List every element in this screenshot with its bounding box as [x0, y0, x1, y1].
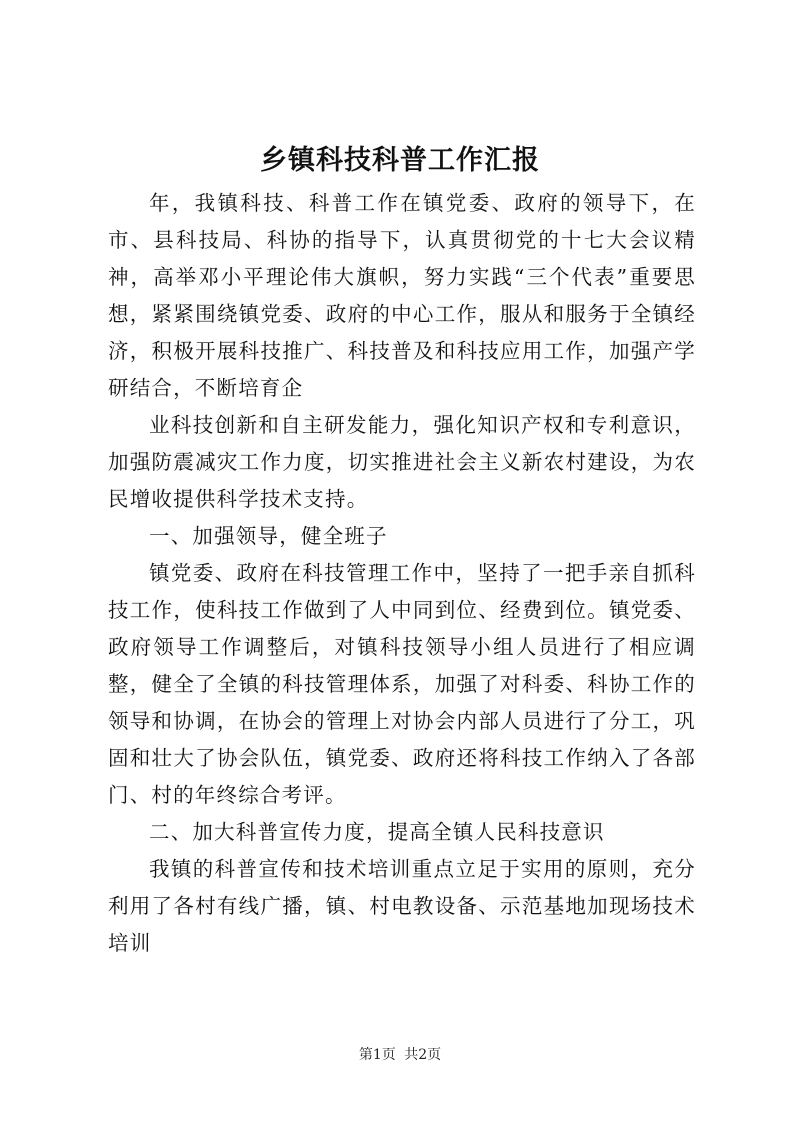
- paragraph-section-1: 镇党委、政府在科技管理工作中，坚持了一把手亲自抓科技工作，使科技工作做到了人中同到位、经费到位。镇党委、政府领导工作调整后，对镇科技领导小组人员进行了相应调整，健全了全镇的科技管理体系，加强了对科委、科协工作的领导和协调，在协会的管理上对协会内部人员进行了分工，巩固和壮大了协会队伍，镇党委、政府还将科技工作纳入了各部门、村的年终综合考评。: [108, 561, 696, 807]
- section-heading-2: 二、加大科普宣传力度，提高全镇人民科技意识: [149, 820, 605, 844]
- paragraph-intro: 年，我镇科技、科普工作在镇党委、政府的领导下，在市、县科技局、科协的指导下，认真贯彻党的十七大会议精神，高举邓小平理论伟大旗帜，努力实践“三个代表”重要思想，紧紧围绕镇党委、政府的中心工作，服从和服务于全镇经济，积极开展科技推广、科技普及和科技应用工作，加强产学研结合，不断培育企: [108, 191, 696, 400]
- document-title: 乡镇科技科普工作汇报: [260, 145, 540, 176]
- paragraph-intro-continued: 业科技创新和自主研发能力，强化知识产权和专利意识，加强防震减灾工作力度，切实推进社会主义新农村建设，为农民增收提供科学技术支持。: [108, 413, 696, 511]
- paragraph-section-2: 我镇的科普宣传和技术培训重点立足于实用的原则，充分利用了各村有线广播，镇、村电教设备、示范基地加现场技术培训: [108, 857, 696, 955]
- page-footer: [0, 1044, 800, 1064]
- page-number: 第1页: [358, 1047, 396, 1063]
- page-total: 共2页: [404, 1047, 442, 1063]
- document-body: [108, 185, 696, 962]
- section-heading-1: 一、加强领导，健全班子: [149, 524, 388, 548]
